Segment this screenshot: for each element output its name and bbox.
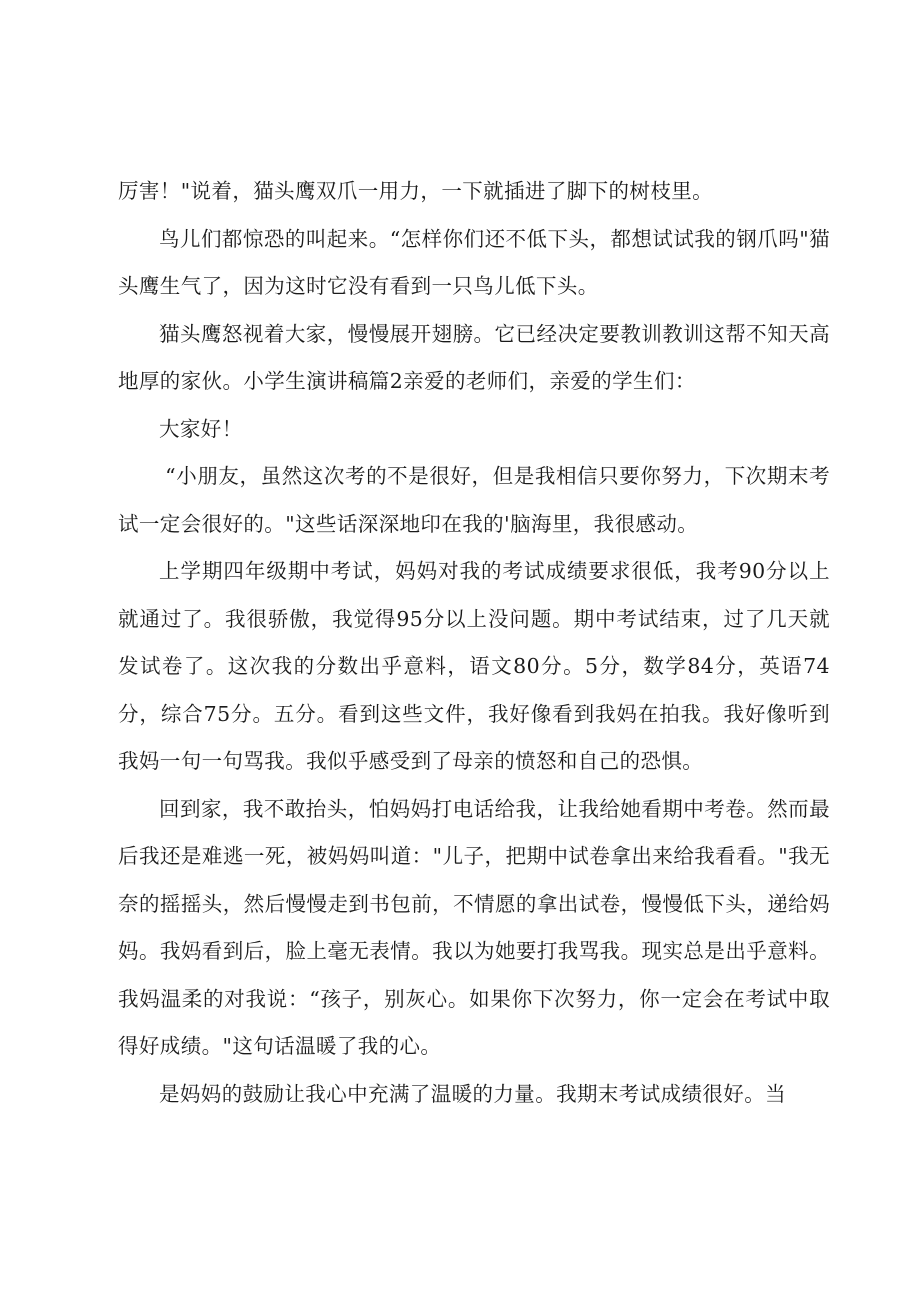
paragraph-encouragement: 是妈妈的鼓励让我心中充满了温暖的力量。我期末考试成绩很好。当 <box>159 1081 786 1106</box>
paragraph-greeting: 大家好！ <box>159 416 243 441</box>
paragraph-continuation: 厉害！"说着，猫头鹰双爪一用力，一下就插进了脚下的树枝里。 <box>118 179 714 203</box>
paragraph-birds-scared: 鸟儿们都惊恐的叫起来。“怎样你们还不低下头，都想试试我的钢爪吗"猫头鹰生气了，因为这时它没有看到一只鸟儿低下头。 <box>118 226 830 298</box>
paragraph-teacher-quote: “小朋友，虽然这次考的不是很好，但是我相信只要你努力，下次期末考试一定会很好的。"这些话深深地印在我的'脑海里，我很感动。 <box>118 464 830 536</box>
paragraph-midterm-exam: 上学期四年级期中考试，妈妈对我的考试成绩要求很低，我考90分以上就通过了。我很骄傲，我觉得95分以上没问题。期中考试结束，过了几天就发试卷了。这次我的分数出乎意料，语文80分。5分，数学84分，英语74分，综合75分。五分。看到这些文件，我好像看到我妈在拍我。我好像听到我妈一句一句骂我。我似乎感受到了母亲的愤怒和自己的恐惧。 <box>118 559 830 773</box>
paragraph-owl-glare: 猫头鹰怒视着大家，慢慢展开翅膀。它已经决定要教训教训这帮不知天高地厚的家伙。小学生演讲稿篇2亲爱的老师们，亲爱的学生们： <box>118 321 830 393</box>
paragraph-back-home: 回到家，我不敢抬头，怕妈妈打电话给我，让我给她看期中考卷。然而最后我还是难逃一死，被妈妈叫道："儿子，把期中试卷拿出来给我看看。"我无奈的摇摇头，然后慢慢走到书包前，不情愿的拿出试卷，慢慢低下头，递给妈妈。我妈看到后，脸上毫无表情。我以为她要打我骂我。现实总是出乎意料。我妈温柔的对我说：“孩子，别灰心。如果你下次努力，你一定会在考试中取得好成绩。"这句话温暖了我的心。 <box>118 796 830 1058</box>
document-body <box>118 168 830 1118</box>
